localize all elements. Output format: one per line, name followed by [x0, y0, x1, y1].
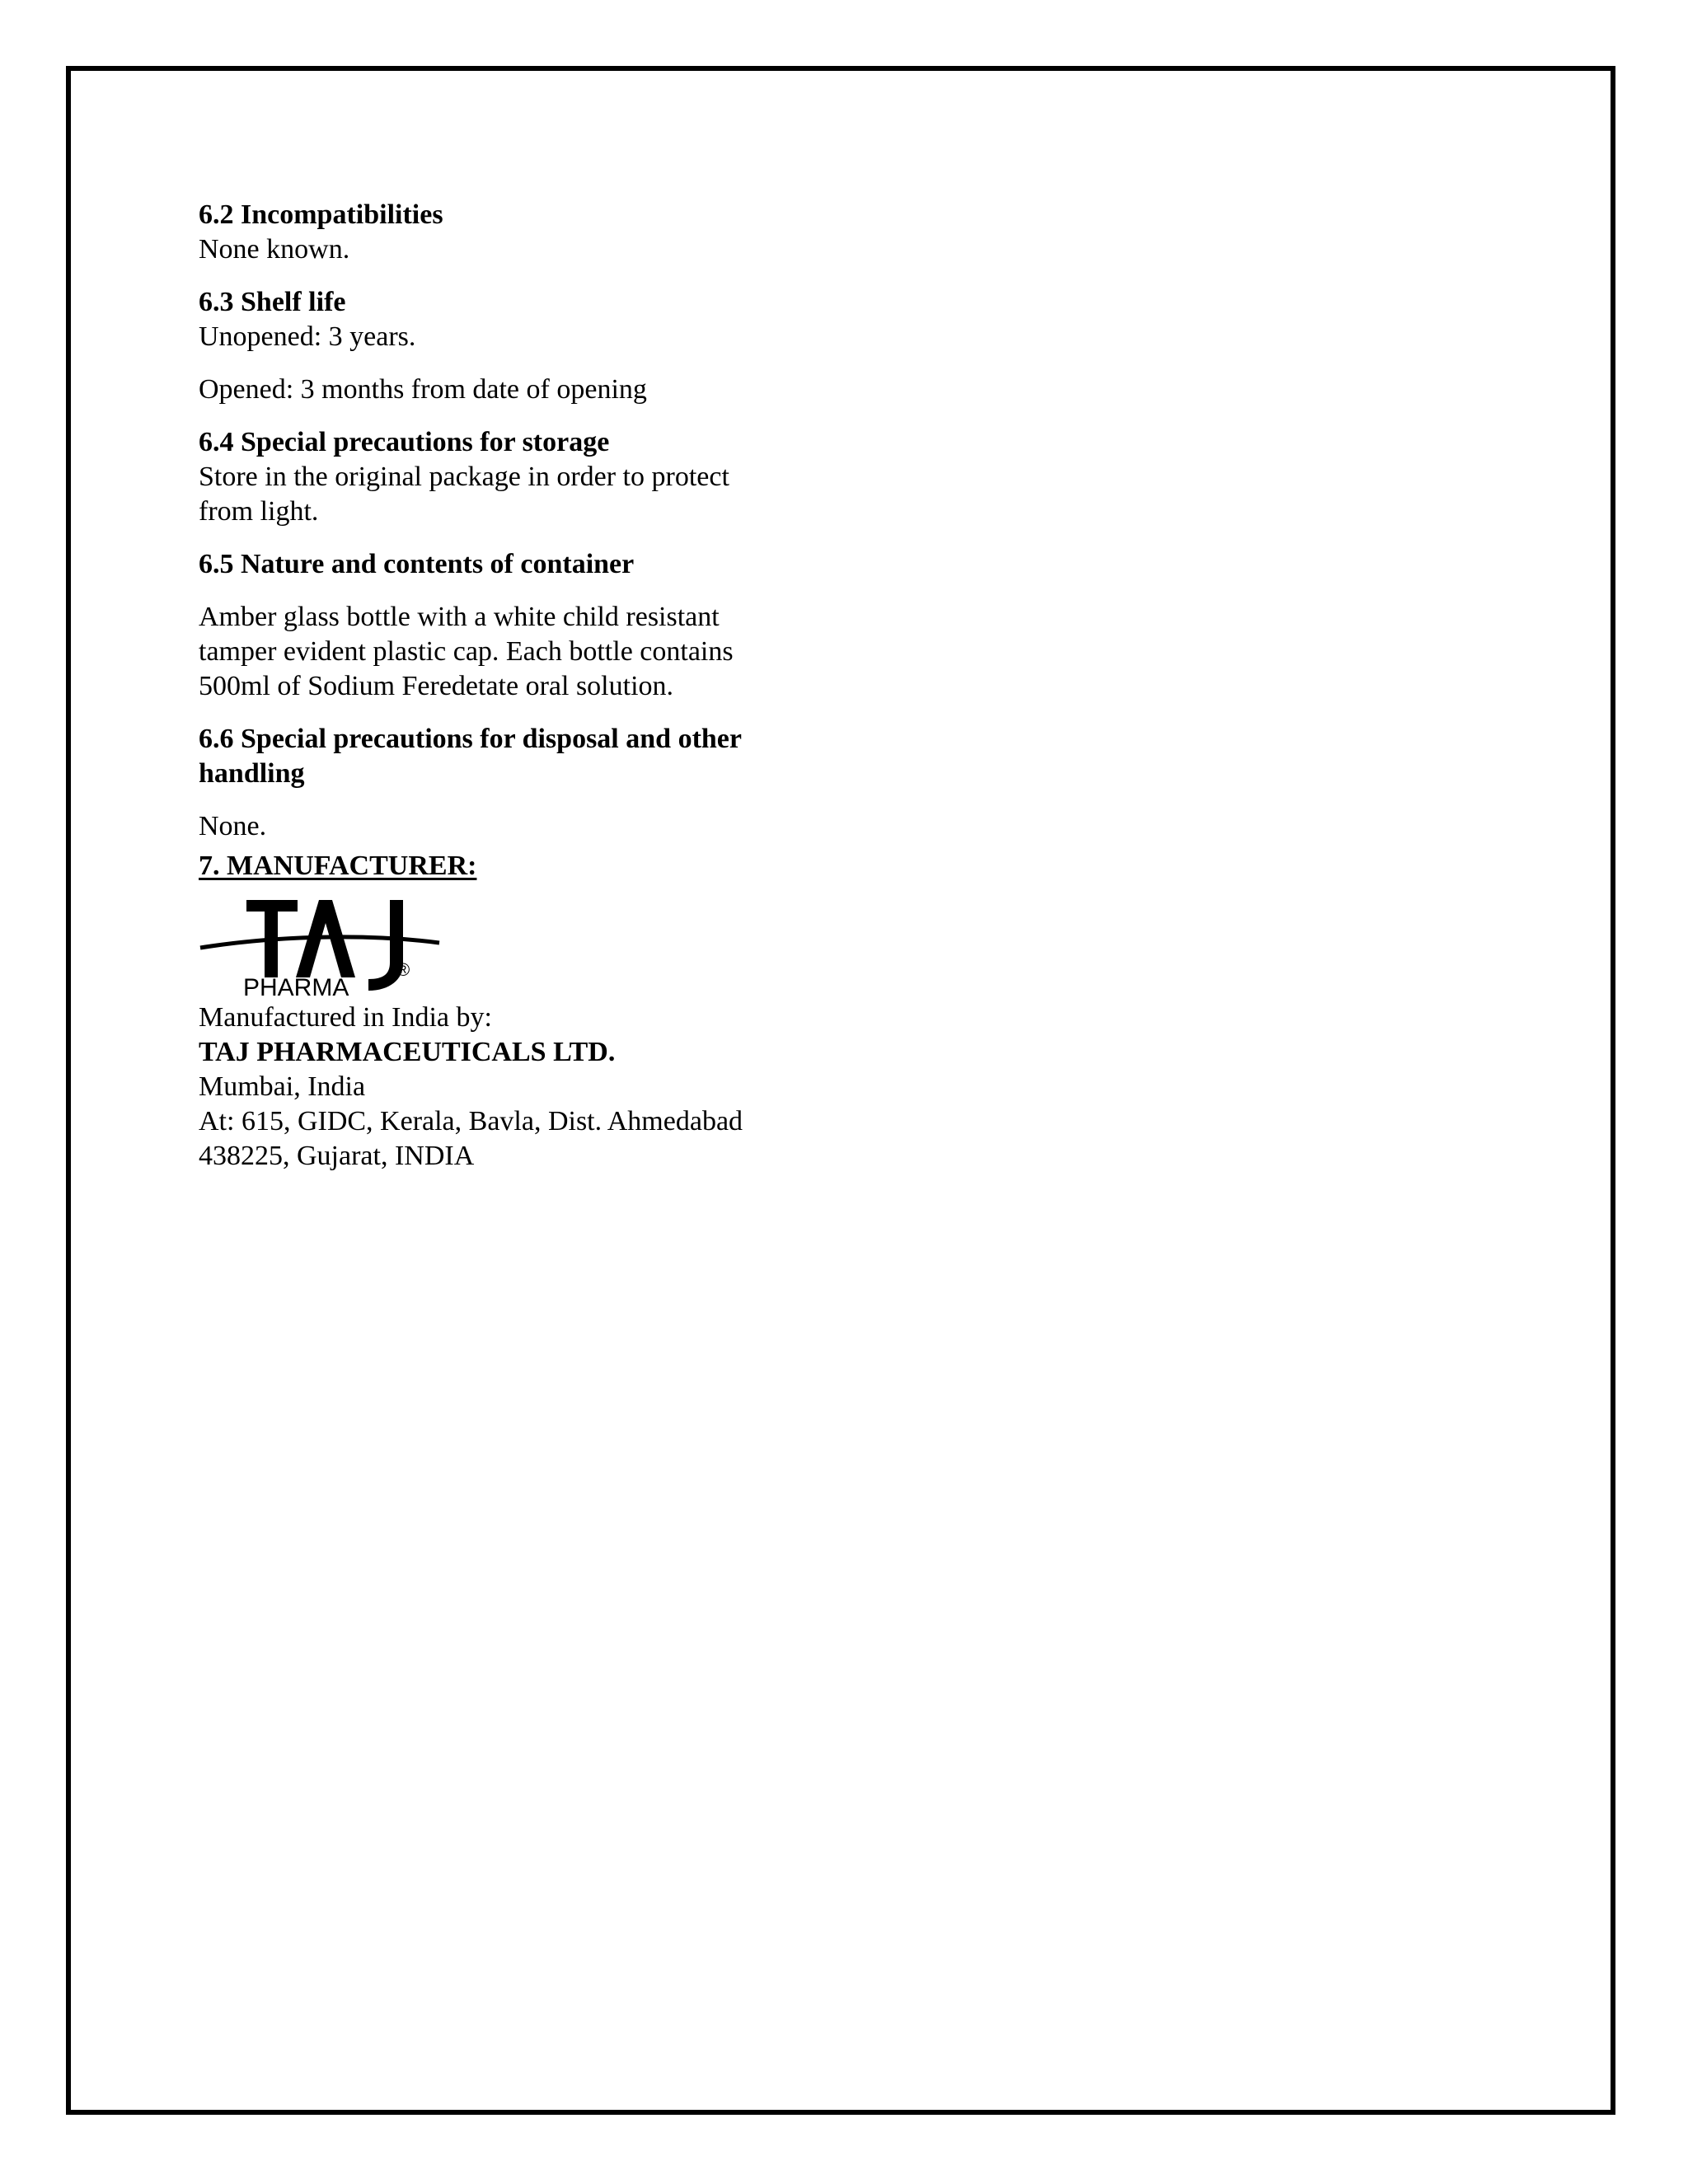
shelf-life-opened: Opened: 3 months from date of opening [199, 374, 647, 405]
storage-text-line1: Store in the original package in order to protect [199, 462, 729, 492]
storage-heading: 6.4 Special precautions for storage [199, 427, 610, 457]
manufacturer-company-name: TAJ PHARMACEUTICALS LTD. [199, 1037, 616, 1067]
container-heading: 6.5 Nature and contents of container [199, 549, 635, 579]
container-text-line1: Amber glass bottle with a white child resistant [199, 602, 720, 632]
manufacturer-address-line1: At: 615, GIDC, Kerala, Bavla, Dist. Ahmedabad [199, 1106, 743, 1137]
disposal-heading-line1: 6.6 Special precautions for disposal and other [199, 724, 742, 754]
storage-text-line2: from light. [199, 496, 319, 527]
incompatibilities-text: None known. [199, 234, 350, 265]
registered-mark-icon: ® [396, 959, 410, 980]
manufacturer-city: Mumbai, India [199, 1071, 366, 1102]
shelf-life-heading: 6.3 Shelf life [199, 287, 346, 317]
incompatibilities-heading: 6.2 Incompatibilities [199, 199, 443, 230]
taj-pharma-logo [199, 893, 446, 1001]
shelf-life-unopened: Unopened: 3 years. [199, 321, 416, 352]
disposal-heading-line2: handling [199, 758, 305, 789]
container-text-line3: 500ml of Sodium Feredetate oral solution. [199, 671, 674, 701]
disposal-text: None. [199, 811, 267, 841]
manufacturer-address-line2: 438225, Gujarat, INDIA [199, 1141, 475, 1171]
logo-sub-text: PHARMA [243, 974, 349, 1001]
document-body [199, 198, 825, 1174]
manufactured-in-label: Manufactured in India by: [199, 1002, 492, 1033]
manufacturer-heading: 7. MANUFACTURER: [199, 851, 477, 881]
container-text-line2: tamper evident plastic cap. Each bottle contains [199, 636, 734, 667]
